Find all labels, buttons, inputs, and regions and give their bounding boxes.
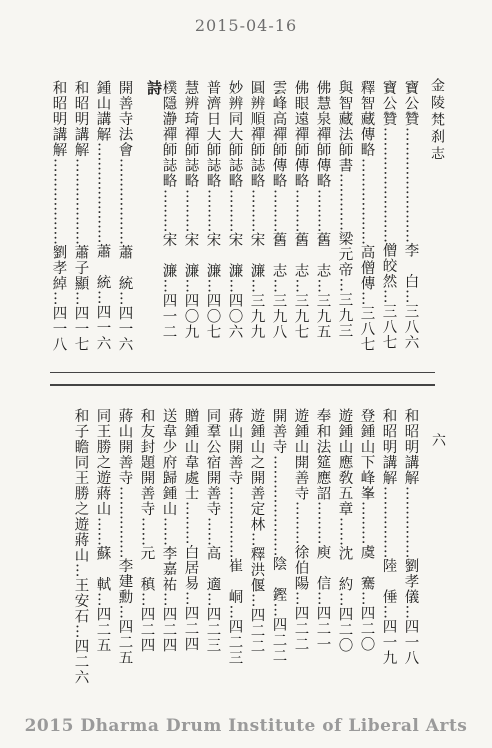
- toc-entry: [315, 80, 330, 352]
- toc-entry: [95, 408, 110, 666]
- toc-entry: [117, 408, 132, 666]
- toc-entry-title: 鍾山講解: [94, 80, 111, 142]
- toc-entry: [315, 408, 330, 666]
- toc-entry-leader: ……………: [116, 485, 133, 558]
- toc-entry-page: 四二二: [270, 617, 287, 664]
- toc-entry-leader: ………: [314, 188, 331, 232]
- toc-entry-leader: ………: [314, 501, 331, 545]
- toc-entry-page: 三九七: [292, 293, 309, 340]
- toc-entry-title: 蔣山開善寺: [226, 408, 243, 486]
- toc-entry-leader: …: [358, 591, 375, 606]
- toc-entry-author: 高 適: [204, 545, 221, 592]
- toc-entry-page: 四二五: [94, 606, 111, 653]
- toc-entry-author: 劉孝儀: [402, 558, 419, 605]
- toc-entry: [51, 80, 66, 352]
- toc-entry: [293, 408, 308, 666]
- toc-entry: [337, 408, 352, 666]
- toc-entry-page: 四一八: [50, 305, 67, 352]
- toc-entry-page: 四一六: [116, 305, 133, 352]
- toc-entry-title: 寶公贊: [380, 80, 397, 127]
- toc-entry-leader: …: [204, 592, 221, 607]
- toc-entry-author: 梁元帝: [336, 231, 353, 278]
- toc-entry-title: 雲峰高禪師傳略: [270, 80, 287, 189]
- toc-entry-page: 三九九: [248, 293, 265, 340]
- toc-entry-leader: …: [270, 278, 287, 293]
- toc-entry-author: 宋 濂: [226, 232, 243, 279]
- toc-entry-leader: ……………: [226, 485, 243, 558]
- toc-entry: [73, 80, 88, 352]
- toc-entry-title: 送韋少府歸鍾山: [160, 408, 177, 517]
- toc-entry: [161, 80, 176, 352]
- toc-entry-author: 庾 信: [314, 544, 331, 591]
- toc-entry-leader: ………………: [72, 157, 89, 245]
- toc-entry-leader: ………: [270, 188, 287, 232]
- toc-entry-title: 遊鍾山開善寺: [292, 408, 309, 501]
- toc-entry-page: 四一六: [94, 304, 111, 351]
- toc-entry-author: 陸 倕: [380, 558, 397, 605]
- toc-entry-author: 沈 約: [336, 545, 353, 592]
- toc-entry-author: 僧皎然: [380, 242, 397, 289]
- toc-entry-leader: …………………: [270, 454, 287, 556]
- toc-entry-leader: …: [248, 278, 265, 293]
- toc-entry-leader: ………: [160, 188, 177, 232]
- toc-entry-page: 四二三: [226, 619, 243, 666]
- toc-entry-leader: …: [94, 592, 111, 607]
- toc-entry-title: 開善寺: [270, 408, 287, 455]
- toc-entry-leader: …: [292, 278, 309, 293]
- toc-entry: [359, 80, 374, 352]
- toc-entry-leader: ………: [204, 188, 221, 232]
- toc-entry-leader: ………: [292, 188, 309, 232]
- toc-entry-page: 三九三: [336, 292, 353, 339]
- toc-entry: [227, 408, 242, 666]
- toc-entry-title: 登鍾山下峰峯: [358, 408, 375, 501]
- toc-entry-leader: ………………: [116, 157, 133, 245]
- toc-entry-title: 開善寺法會: [116, 80, 133, 158]
- toc-entry-page: 四一九: [380, 619, 397, 666]
- toc-entry-page: 四二四: [138, 606, 155, 653]
- toc-entry-title: 妙辨同大師誌略: [226, 80, 243, 189]
- toc-entry-page: 四二〇: [336, 606, 353, 653]
- toc-entry-page: 三九五: [314, 293, 331, 340]
- toc-entry-leader: …: [116, 291, 133, 306]
- toc-entry: [337, 80, 352, 352]
- toc-entry-leader: …: [94, 290, 111, 305]
- toc-entry: [381, 80, 396, 352]
- toc-entry-title: 普濟日大師誌略: [204, 80, 221, 189]
- toc-entry: [403, 80, 418, 352]
- toc-entry-leader: …: [226, 604, 243, 619]
- toc-entry-author: 陰 鏗: [270, 556, 287, 603]
- toc-entry-leader: …: [402, 289, 419, 304]
- toc-entry: [227, 80, 242, 352]
- toc-entry-leader: …: [248, 593, 265, 608]
- toc-entry-page: 四二四: [182, 605, 199, 652]
- toc-entry-leader: …: [182, 278, 199, 293]
- toc-entry: [139, 408, 154, 666]
- toc-entry-leader: ……………………: [380, 126, 397, 243]
- toc-entry-author: 蕭 統: [94, 243, 111, 290]
- toc-entry-leader: …: [160, 278, 177, 293]
- toc-entry-title: 和昭明講解: [380, 408, 397, 486]
- toc-entry-leader: …: [336, 277, 353, 292]
- toc-entry-leader: …: [248, 532, 265, 547]
- toc-entry-page: 三九八: [270, 293, 287, 340]
- toc-entry-leader: …: [116, 604, 133, 619]
- toc-entry-author: 白居易: [182, 544, 199, 591]
- toc-entry-leader: …: [182, 591, 199, 606]
- toc-entry: [249, 408, 264, 666]
- toc-entry-leader: ………………: [358, 157, 375, 245]
- toc-entry-page: 四二六: [72, 638, 89, 685]
- toc-entry-author: 蘇 軾: [94, 545, 111, 592]
- toc-entry-title: 慧辨琦禪師誌略: [182, 80, 199, 189]
- toc-entry-page: 三八七: [358, 305, 375, 352]
- toc-entry-page: 四一八: [402, 619, 419, 666]
- toc-entry-leader: ………: [226, 188, 243, 232]
- toc-entry-title: 同王勝之遊蔣山: [94, 408, 111, 517]
- toc-entry-author: 舊 志: [270, 232, 287, 279]
- toc-entry: [161, 408, 176, 666]
- toc-entry-leader: …: [72, 563, 89, 578]
- toc-entry-leader: …: [72, 624, 89, 639]
- header-date: 2015-04-16: [194, 16, 298, 35]
- toc-entry-title: 與智藏法師書: [336, 80, 353, 173]
- toc-entry-leader: …: [270, 602, 287, 617]
- toc-entry-leader: ……: [138, 516, 155, 546]
- toc-entry-author: 宋 濂: [248, 232, 265, 279]
- toc-entry: [117, 80, 132, 352]
- toc-entry-leader: …: [138, 592, 155, 607]
- toc-entry-title: 樸隱瀞禪師誌略: [160, 80, 177, 189]
- toc-entry-author: 舊 志: [314, 232, 331, 279]
- toc-entry-leader: ……: [204, 516, 221, 546]
- toc-entry-leader: ………: [358, 501, 375, 545]
- toc-entry-author: 宋 濂: [182, 232, 199, 279]
- toc-entry-leader: …: [204, 278, 221, 293]
- toc-entry-page: 四二三: [204, 606, 221, 653]
- toc-entry: [205, 408, 220, 666]
- toc-entry-page: 四〇六: [226, 293, 243, 340]
- toc-entry-page: 四二一: [314, 605, 331, 652]
- toc-entry-leader: …: [380, 289, 397, 304]
- toc-entry: [271, 408, 286, 666]
- toc-entry: [359, 408, 374, 666]
- divider-thick: [50, 384, 435, 386]
- toc-entry: [183, 408, 198, 666]
- toc-entry-title: 和昭明講解: [72, 80, 89, 158]
- toc-entry-author: 虞 騫: [358, 544, 375, 591]
- toc-entry-page: 四一二: [160, 293, 177, 340]
- toc-entry-page: 四一七: [72, 305, 89, 352]
- toc-entry-title: 遊鍾山之開善定林: [248, 408, 265, 532]
- toc-entry-leader: …: [358, 291, 375, 306]
- toc-entry-title: 佛眼遠禪師傳略: [292, 80, 309, 189]
- toc-entry-title: 和子瞻同王勝之遊蔣山: [72, 408, 89, 563]
- toc-entry-author: 宋 濂: [160, 232, 177, 279]
- toc-entry: [72, 408, 89, 685]
- toc-entry-title: 釋智藏傳略: [358, 80, 375, 158]
- toc-entry-leader: …: [292, 591, 309, 606]
- toc-entry-leader: ……: [336, 516, 353, 546]
- toc-entry-title: 寶公贊: [402, 80, 419, 127]
- toc-entry-title: 和友封題開善寺: [138, 408, 155, 517]
- toc-entry-page: 四二〇: [358, 605, 375, 652]
- toc-entry-author: 元 稹: [138, 545, 155, 592]
- toc-entry-title: 和昭明講解: [402, 408, 419, 486]
- toc-entry-page: 四〇七: [204, 293, 221, 340]
- toc-entry-leader: ………: [182, 188, 199, 232]
- toc-entry-page: 四二二: [292, 605, 309, 652]
- toc-entry-title: 蔣山開善寺: [116, 408, 133, 486]
- toc-entry-leader: …: [314, 278, 331, 293]
- page-number: 六: [432, 433, 446, 449]
- toc-entry: [381, 408, 396, 666]
- toc-entry-leader: ……: [160, 516, 177, 546]
- toc-entry-leader: …: [50, 291, 67, 306]
- toc-entry: [403, 408, 418, 666]
- toc-entry-leader: ………: [182, 501, 199, 545]
- toc-entry-leader: …: [336, 592, 353, 607]
- toc-entry-leader: …: [314, 591, 331, 606]
- toc-entry-page: 四二四: [160, 606, 177, 653]
- toc-entry-author: 蕭 統: [116, 244, 133, 291]
- toc-entry-author: 高僧傳: [358, 244, 375, 291]
- toc-entry: [249, 80, 264, 352]
- toc-entry-title: 圓辨順禪師誌略: [248, 80, 265, 189]
- toc-entry: [183, 80, 198, 352]
- footer-watermark: 2015 Dharma Drum Institute of Liberal Arts: [24, 716, 468, 736]
- divider-thin: [50, 372, 435, 373]
- section-heading-poems: 詩: [145, 80, 163, 95]
- toc-entry-page: 三八六: [402, 303, 419, 350]
- toc-entry-title: 佛慧泉禪師傳略: [314, 80, 331, 189]
- toc-entry-title: 和昭明講解: [50, 80, 67, 158]
- toc-entry-leader: ……: [94, 516, 111, 546]
- toc-entry-leader: …: [160, 592, 177, 607]
- toc-entry-leader: …………: [336, 173, 353, 231]
- toc-entry-author: 蕭子顯: [72, 244, 89, 291]
- toc-entry-page: 四二二: [248, 607, 265, 654]
- toc-entry-leader: ………: [292, 501, 309, 545]
- toc-entry-leader: ……………: [402, 485, 419, 558]
- toc-entry-author: 劉孝綽: [50, 244, 67, 291]
- toc-entry-author: 宋 濂: [204, 232, 221, 279]
- toc-entry-page: 三八七: [380, 303, 397, 350]
- toc-entry-author: 徐伯陽: [292, 544, 309, 591]
- toc-entry: [95, 80, 110, 352]
- toc-entry-leader: ………: [248, 188, 265, 232]
- toc-entry-leader: ……………: [380, 485, 397, 558]
- toc-entry-leader: …: [402, 604, 419, 619]
- toc-entry-author: 釋洪偃: [248, 546, 265, 593]
- toc-entry-author: 崔 峒: [226, 558, 243, 605]
- toc-entry-author: 舊 志: [292, 232, 309, 279]
- toc-entry-leader: …………………: [94, 142, 111, 244]
- toc-entry-title: 贈鍾山韋處士: [182, 408, 199, 501]
- toc-entry: [293, 80, 308, 352]
- running-title: 金陵梵刹志: [429, 78, 445, 163]
- toc-entry: [271, 80, 286, 352]
- toc-entry-title: 奉和法筵應詔: [314, 408, 331, 501]
- toc-entry-leader: ………………: [50, 157, 67, 245]
- toc-entry-author: 李嘉祐: [160, 545, 177, 592]
- toc-entry-title: 遊鍾山應敎五章: [336, 408, 353, 517]
- toc-entry-author: 李建勳: [116, 558, 133, 605]
- toc-entry-leader: ……………………: [402, 126, 419, 243]
- toc-entry-leader: …: [380, 604, 397, 619]
- toc-entry-title: 同羣公宿開善寺: [204, 408, 221, 517]
- toc-entry-page: 四〇九: [182, 293, 199, 340]
- toc-entry-leader: …: [72, 291, 89, 306]
- toc-entry-page: 四二五: [116, 619, 133, 666]
- toc-entry-author: 李 白: [402, 242, 419, 289]
- toc-entry-author: 王安石: [72, 577, 89, 624]
- toc-entry-leader: …: [226, 278, 243, 293]
- toc-entry: [205, 80, 220, 352]
